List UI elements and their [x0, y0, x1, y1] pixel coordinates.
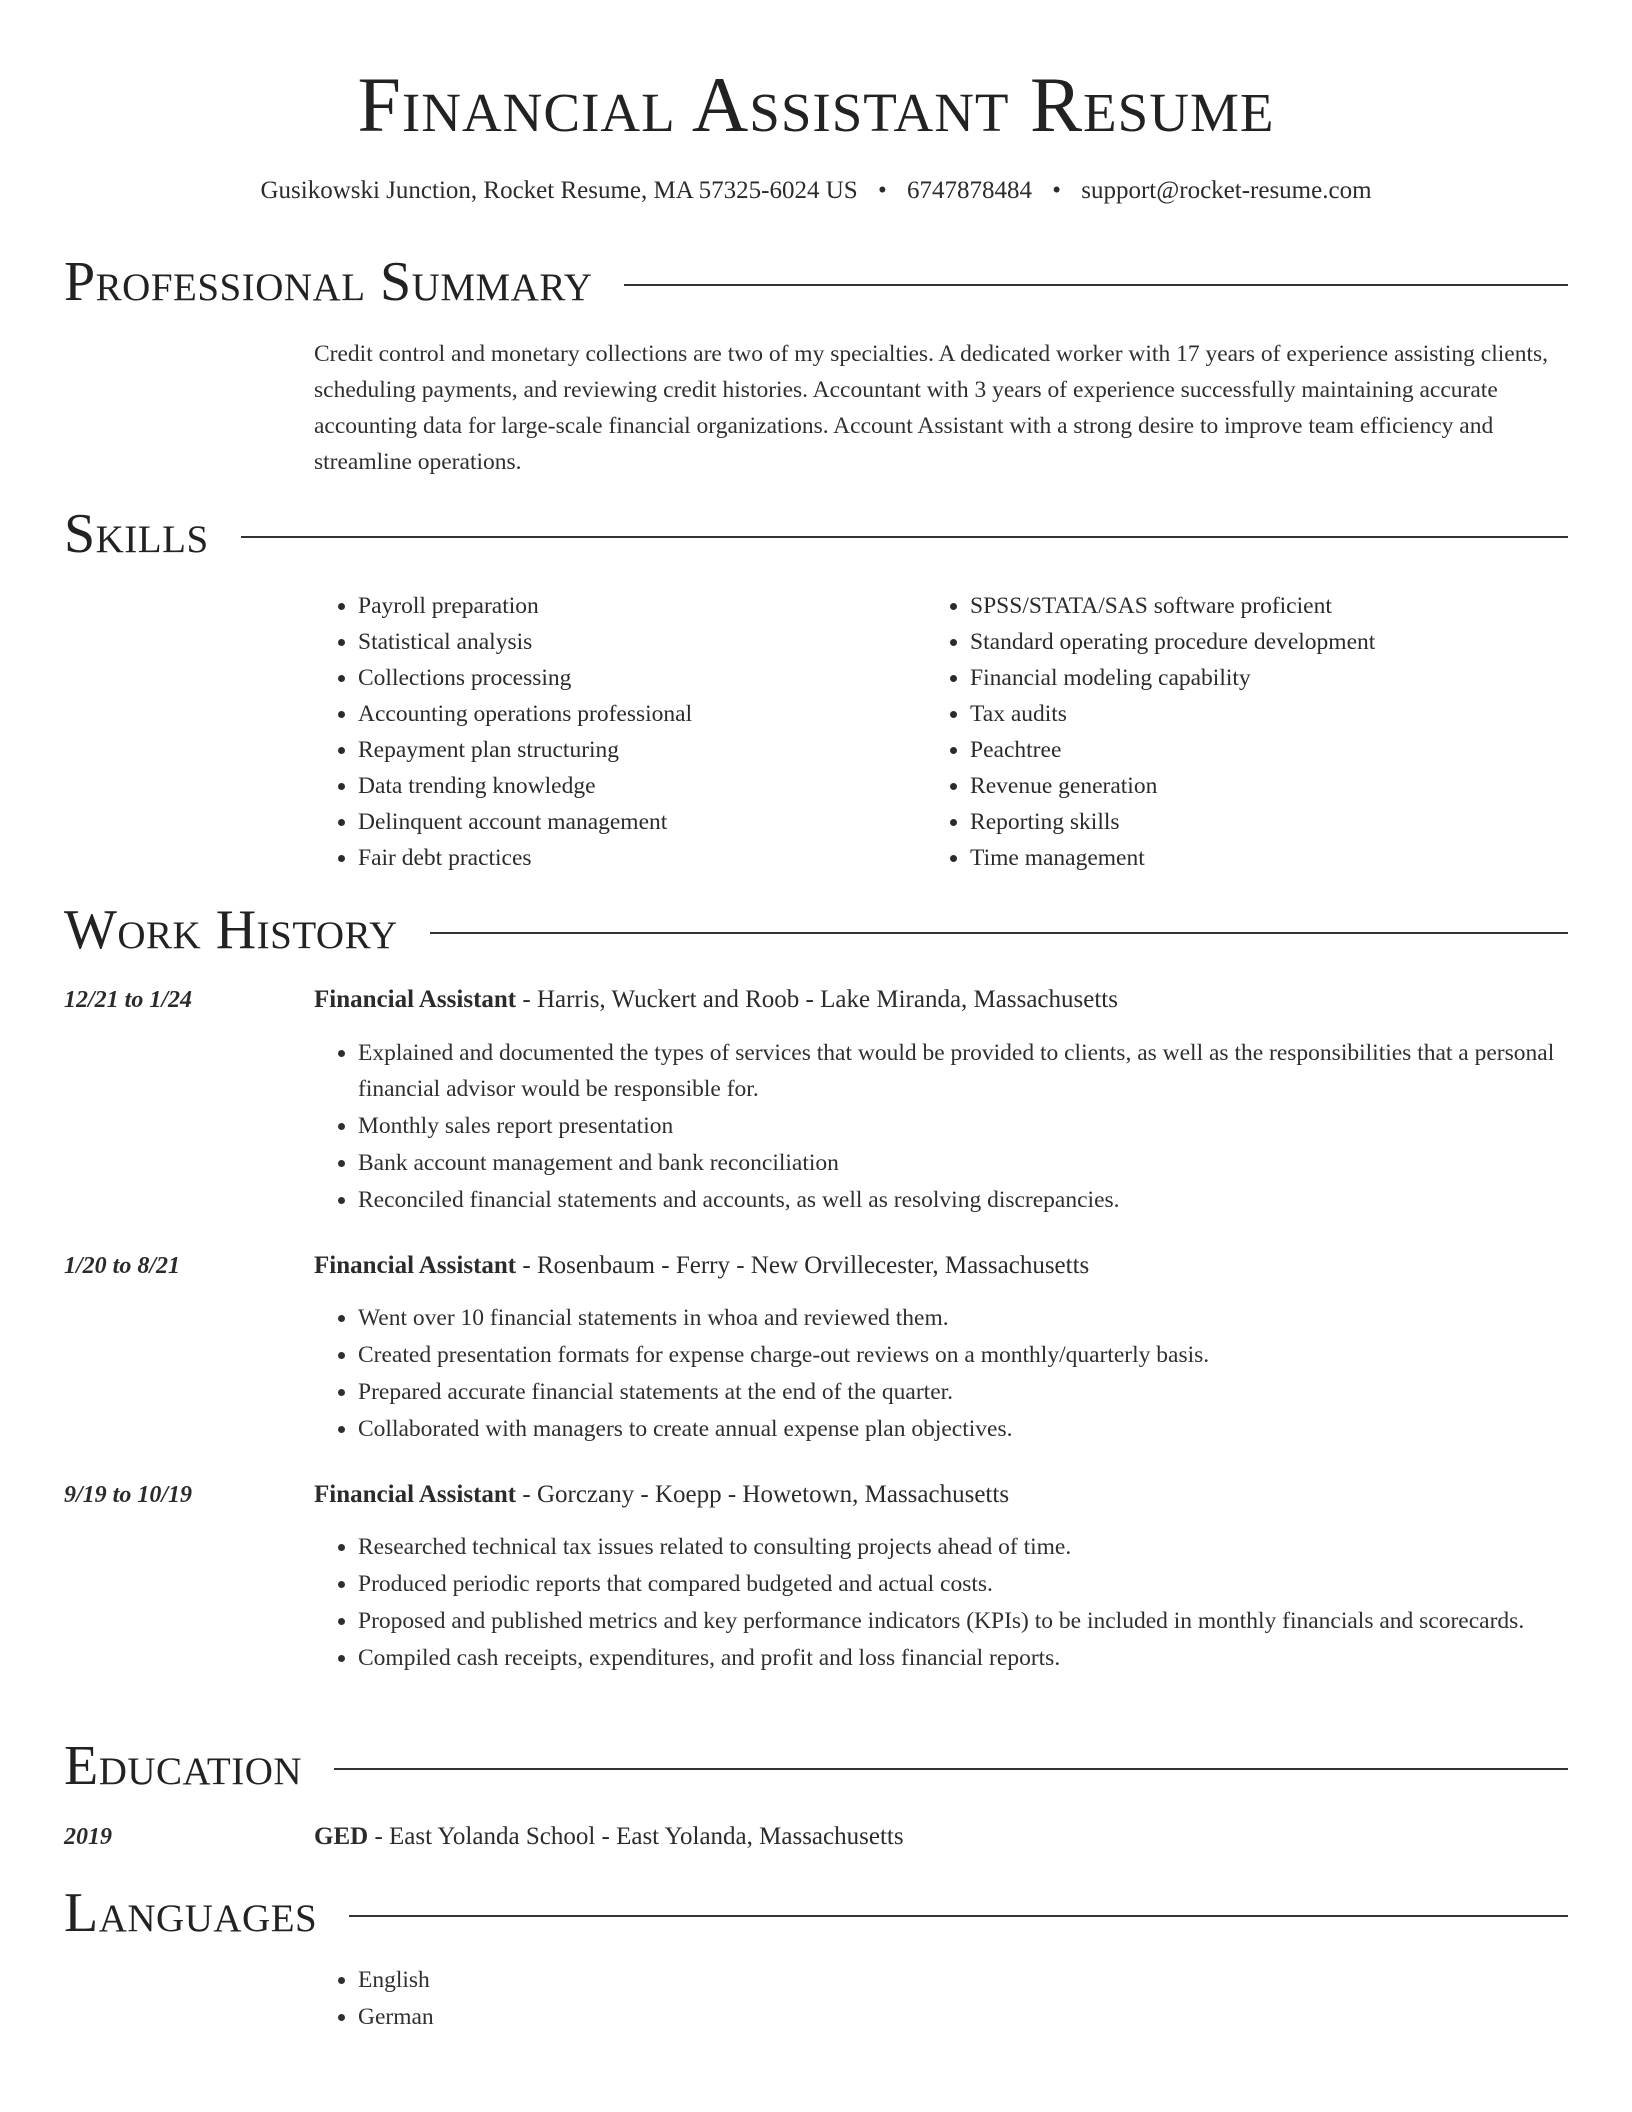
job-bullet: • Prepared accurate financial statements at the end of the quarter. [358, 1374, 1568, 1410]
skill-item: • Reporting skills [970, 804, 1568, 840]
job-bullet: • Went over 10 financial statements in whoa and reviewed them. [358, 1300, 1568, 1336]
job-employer: - Rosenbaum - Ferry - New Orvillecester, Massachusetts [516, 1252, 1090, 1279]
job-bullet: • Produced periodic reports that compared budgeted and actual costs. [358, 1566, 1568, 1602]
contact-phone: 6747878484 [906, 177, 1032, 204]
language-item: • German [358, 1999, 1568, 2035]
contact-email[interactable]: support@rocket-resume.com [1081, 177, 1372, 204]
summary-text: Credit control and monetary collections are two of my specialties. A dedicated worker with 17 years of experience assisting clients, scheduling payments, and reviewing credit histories. Accountant with 3 years of experience successfully maintaining accurate accounting data for large-scale financial organizations. Account Assistant with a strong desire to improve team efficiency and streamline operations. [314, 341, 1549, 475]
skills-column-1 [314, 588, 926, 876]
job-bullet: • Monthly sales report presentation [358, 1108, 1568, 1144]
job-dates: 12/21 to 1/24 [64, 987, 193, 1013]
section-title: Professional Summary [64, 251, 593, 313]
skill-item: • Revenue generation [970, 768, 1568, 804]
job-bullets [314, 1300, 1568, 1448]
job-employer: - Gorczany - Koepp - Howetown, Massachusetts [516, 1481, 1010, 1508]
job-bullet: • Collaborated with managers to create annual expense plan objectives. [358, 1411, 1568, 1447]
job-bullets [314, 1529, 1568, 1677]
section-title: Education [64, 1735, 303, 1797]
languages-section-header [64, 1881, 1568, 1945]
section-title: Skills [64, 503, 209, 565]
resume-name: Financial Assistant Resume [357, 61, 1275, 148]
skill-item: • Statistical analysis [358, 624, 926, 660]
section-title: Languages [64, 1882, 318, 1944]
skill-item: • Payroll preparation [358, 588, 926, 624]
education-line [314, 1819, 1568, 1855]
skill-item: • Delinquent account management [358, 804, 926, 840]
skill-item: • Repayment plan structuring [358, 732, 926, 768]
job-bullet: • Compiled cash receipts, expenditures, and profit and loss financial reports. [358, 1640, 1568, 1676]
job-bullet: • Explained and documented the types of services that would be provided to clients, as well as the responsibilities that a personal financial advisor would be responsible for. [358, 1035, 1568, 1107]
job-dates: 9/19 to 10/19 [64, 1482, 193, 1508]
languages-list [314, 1962, 1568, 2036]
job-title-line [314, 1477, 1568, 1513]
job-role: Financial Assistant [314, 1252, 517, 1279]
skill-item: • Collections processing [358, 660, 926, 696]
education-school: - East Yolanda School - East Yolanda, Massachusetts [368, 1823, 904, 1850]
job-bullet: • Bank account management and bank reconciliation [358, 1145, 1568, 1181]
education-year: 2019 [64, 1824, 112, 1850]
job-dates: 1/20 to 8/21 [64, 1253, 181, 1279]
job-role: Financial Assistant [314, 986, 517, 1013]
job-employer: - Harris, Wuckert and Roob - Lake Miranda, Massachusetts [516, 986, 1118, 1013]
job-bullet: • Proposed and published metrics and key performance indicators (KPIs) to be included in monthly financials and scorecards. [358, 1603, 1568, 1639]
job-title-line [314, 1248, 1568, 1284]
work-section-header [64, 898, 1568, 962]
skill-item: • Tax audits [970, 696, 1568, 732]
section-title: Work History [64, 899, 398, 961]
section-divider [624, 284, 1568, 286]
skill-item: • Peachtree [970, 732, 1568, 768]
contact-line [64, 174, 1568, 208]
job-bullets [314, 1035, 1568, 1219]
skill-item: • SPSS/STATA/SAS software proficient [970, 588, 1568, 624]
education-section-header [64, 1734, 1568, 1798]
section-divider [334, 1768, 1568, 1770]
contact-address: Gusikowski Junction, Rocket Resume, MA 57325-6024 US [260, 177, 858, 204]
section-divider [349, 1915, 1568, 1917]
section-divider [430, 932, 1568, 934]
language-item: • English [358, 1962, 1568, 1998]
skill-item: • Financial modeling capability [970, 660, 1568, 696]
skills-column-2 [926, 588, 1568, 876]
job-bullet: • Created presentation formats for expense charge-out reviews on a monthly/quarterly basis. [358, 1337, 1568, 1373]
job-role: Financial Assistant [314, 1481, 517, 1508]
contact-separator: • [1052, 177, 1061, 204]
contact-separator: • [877, 177, 887, 204]
skill-item: • Accounting operations professional [358, 696, 926, 732]
skills-list [314, 588, 1568, 876]
section-divider [241, 536, 1568, 538]
skill-item: • Data trending knowledge [358, 768, 926, 804]
job-bullet: • Reconciled financial statements and accounts, as well as resolving discrepancies. [358, 1182, 1568, 1218]
education-degree: GED [314, 1823, 369, 1850]
summary-section-header [64, 250, 1568, 314]
skill-item: • Fair debt practices [358, 840, 926, 876]
job-bullet: • Researched technical tax issues related to consulting projects ahead of time. [358, 1529, 1568, 1565]
skill-item: • Standard operating procedure development [970, 624, 1568, 660]
skill-item: • Time management [970, 840, 1568, 876]
job-title-line [314, 982, 1568, 1018]
skills-section-header [64, 502, 1568, 566]
